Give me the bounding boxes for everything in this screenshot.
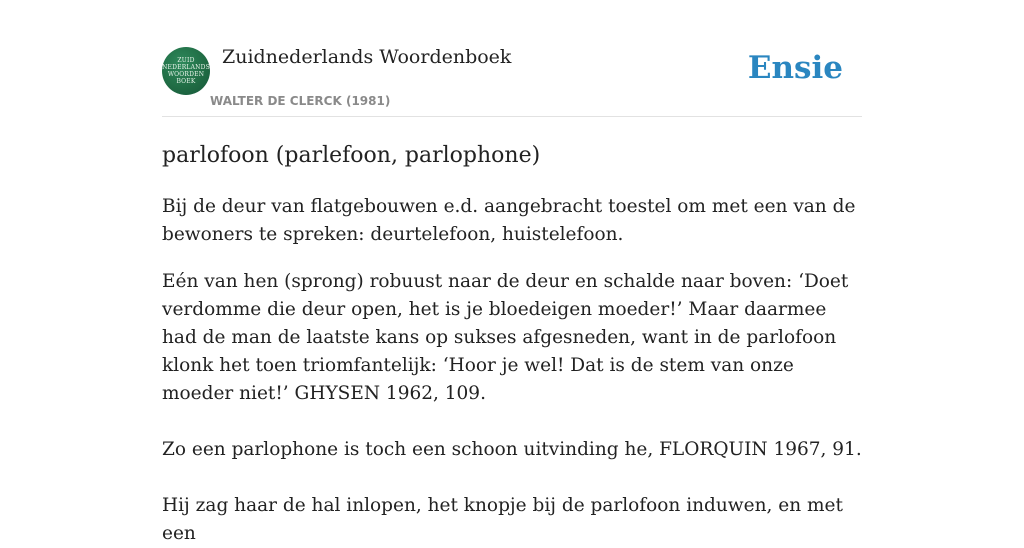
entry-headword: parlofoon (parlefoon, parlophone) (162, 143, 541, 168)
ensie-brand-link[interactable]: Ensie (747, 50, 843, 86)
dictionary-author: WALTER DE CLERCK (1981) (210, 94, 391, 108)
dictionary-header (162, 0, 862, 117)
entry-quote: Zo een parlophone is toch een schoon uitvinding he, FLORQUIN 1967, 91. (162, 439, 862, 460)
logo-text-line: WOORDEN (167, 71, 205, 78)
dictionary-logo[interactable] (162, 47, 210, 95)
entry-quote: Hij zag haar de hal inlopen, het knopje bij de parlofoon induwen, en met een (162, 495, 843, 544)
entry-content (162, 141, 862, 548)
logo-text-line: ZUID (177, 57, 195, 64)
dictionary-title-link[interactable]: Zuidnederlands Woordenboek (222, 46, 512, 68)
entry-definition: Bij de deur van flatgebouwen e.d. aangebracht toestel om met een van de bewoners te spreken: deurtelefoon, huistelefoon. (162, 196, 856, 245)
logo-text-line: NEDERLANDS (162, 64, 210, 71)
page (162, 0, 862, 548)
logo-text-line: BOEK (176, 78, 196, 85)
entry-quote: Eén van hen (sprong) robuust naar de deur en schalde naar boven: ‘Doet verdomme die deur open, het is je bloedeigen moeder!’ Maar daarmee had de man de laatste kans op sukses afgesneden, want in de parlofoon klonk het toen triomfantelijk: ‘Hoor je wel! Dat is de stem van onze moeder niet!’ GHYSEN 1962, 109. (162, 271, 849, 404)
